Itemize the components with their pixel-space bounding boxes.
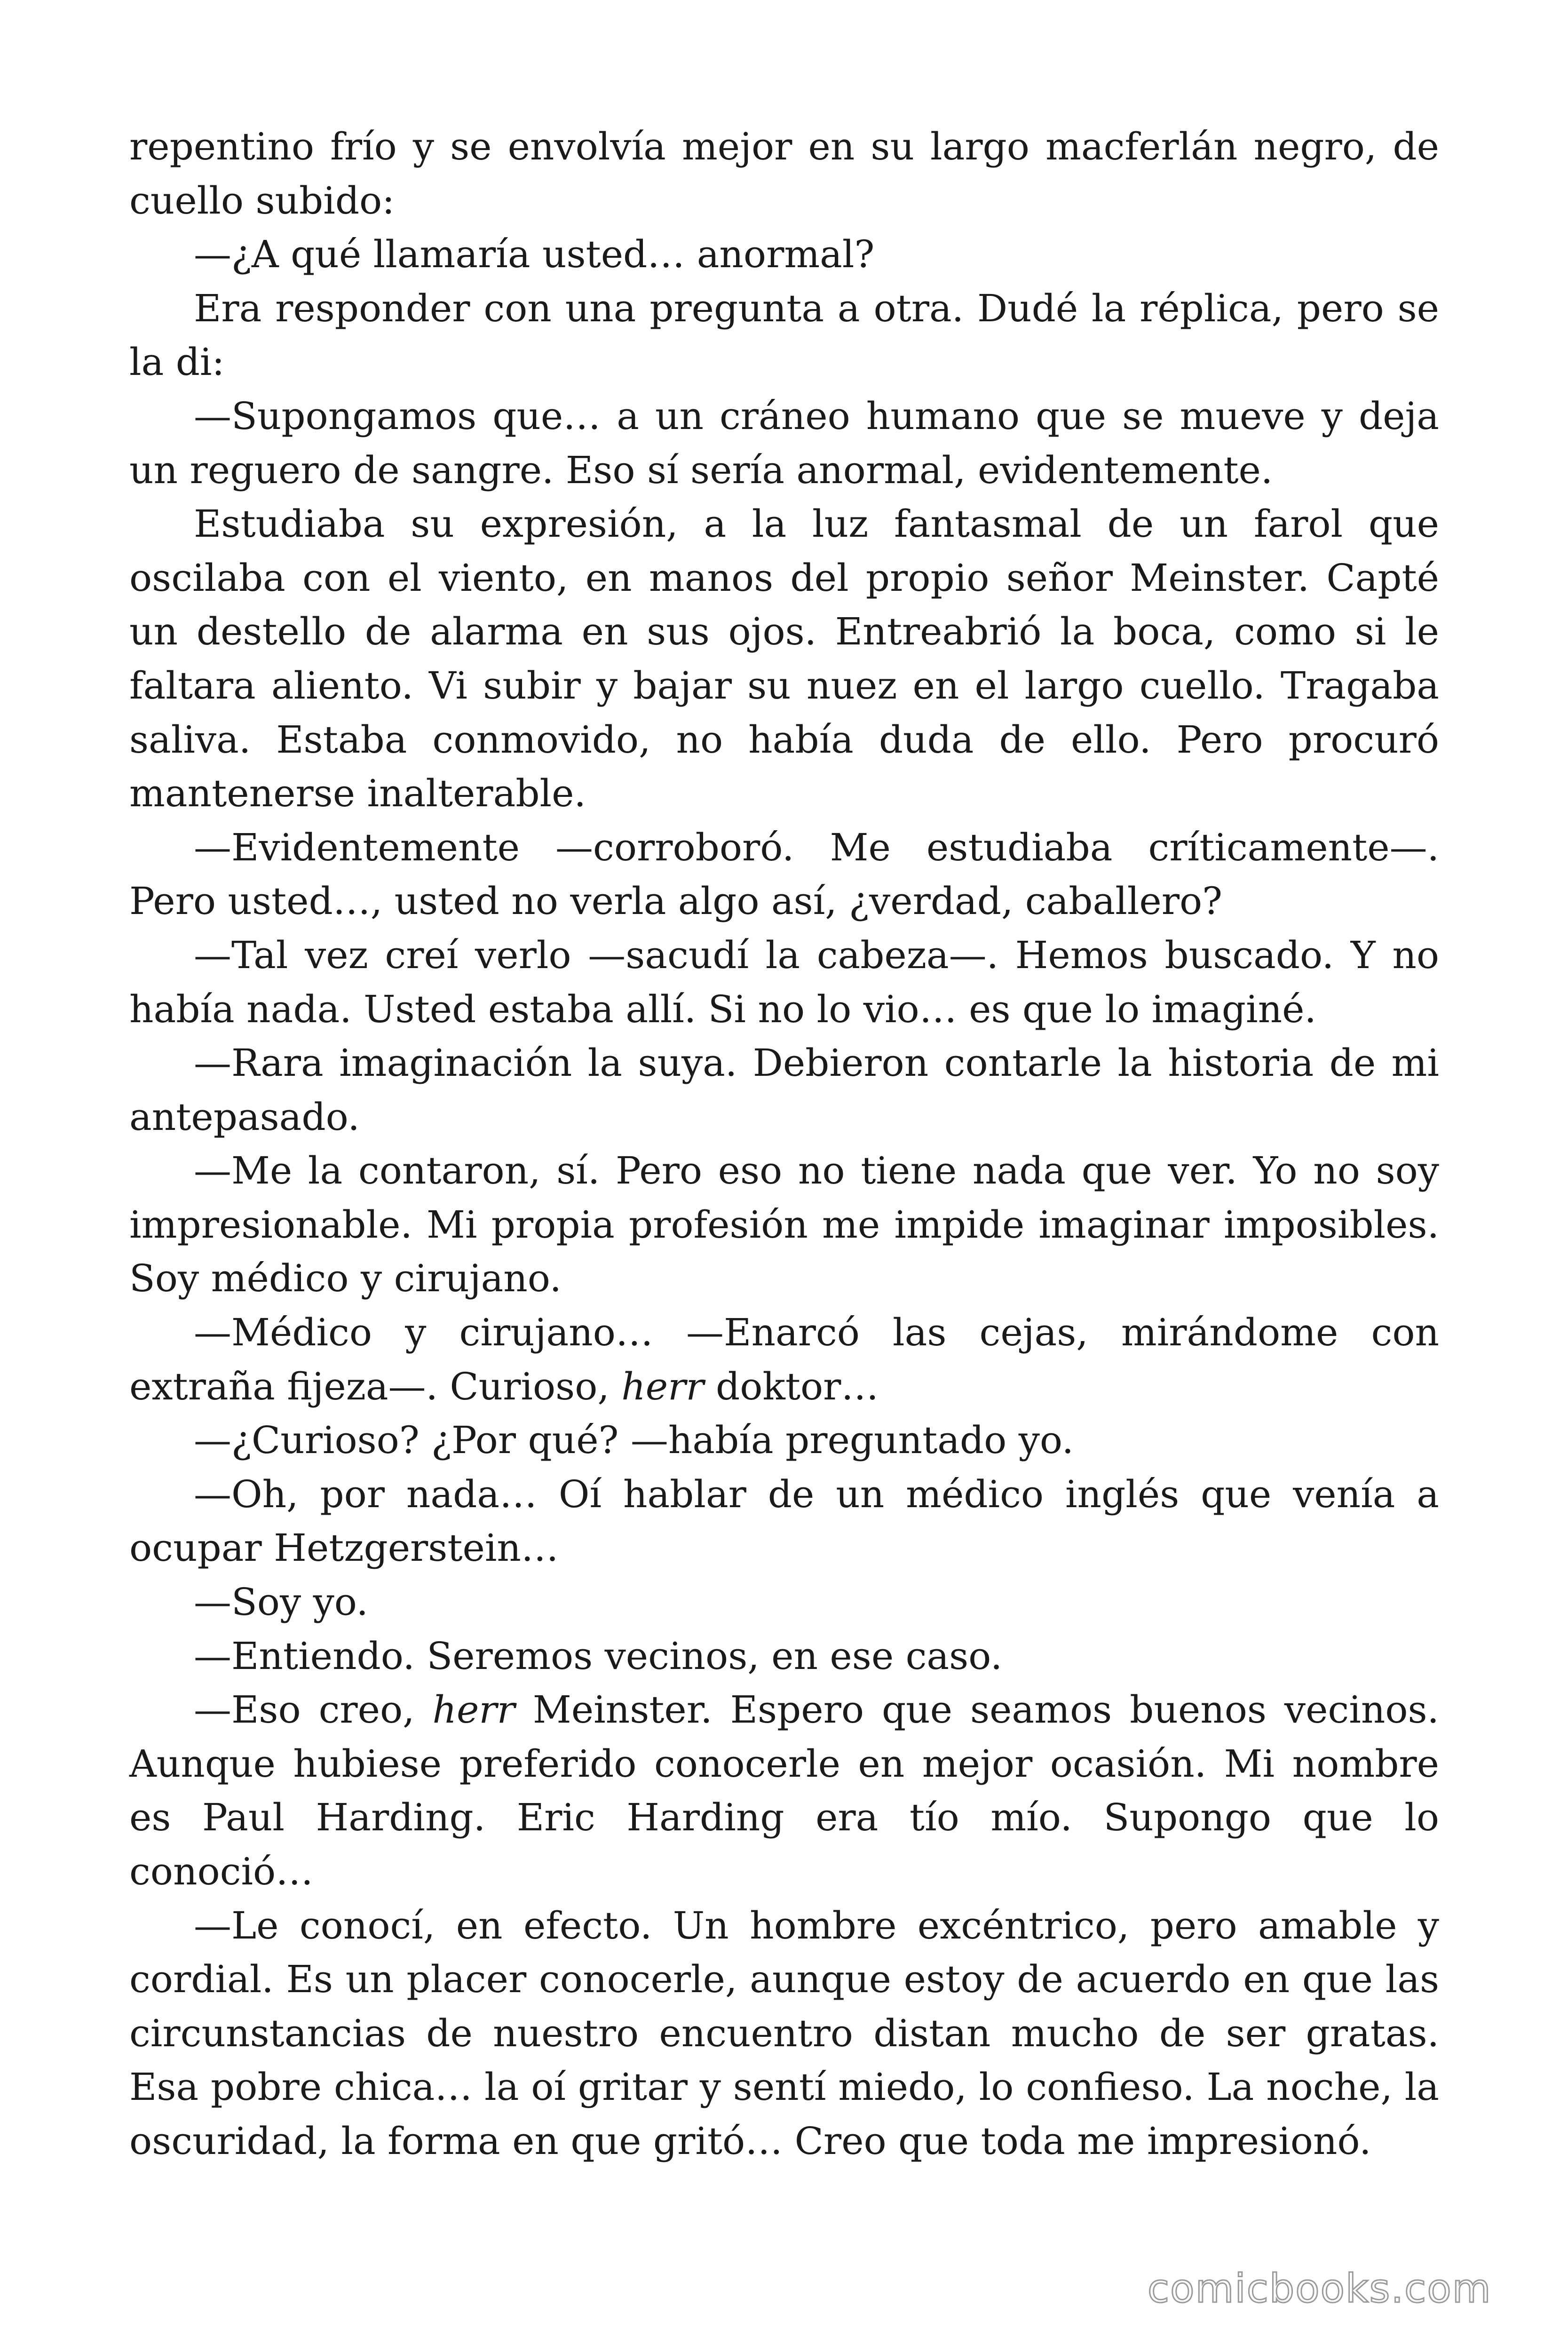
paragraph-text: —Médico y cirujano… —Enarcó las cejas, mirándome con extraña fijeza—. Curioso, (129, 1311, 1439, 1408)
paragraph (129, 1683, 1439, 1899)
italic-word: herr (621, 1364, 704, 1408)
paragraph: —Entiendo. Seremos vecinos, en ese caso. (194, 1634, 1003, 1678)
paragraph: —Rara imaginación la suya. Debieron contarle la historia de mi antepasado. (129, 1041, 1439, 1139)
paragraph-text: Meinster. Espero que seamos buenos vecinos. Aunque hubiese preferido conocerle en mejor ocasión. Mi nombre es Paul Harding. Eric Harding era tío mío. Supongo que lo conoció… (129, 1688, 1439, 1893)
paragraph: —Soy yo. (194, 1580, 368, 1624)
paragraph: —¿Curioso? ¿Por qué? —había preguntado yo. (194, 1418, 1074, 1462)
paragraph: —Le conocí, en efecto. Un hombre excéntrico, pero amable y cordial. Es un placer conocerle, aunque estoy de acuerdo en que las circunstancias de nuestro encuentro distan mucho de ser gratas. Esa pobre chica… la oí gritar y sentí miedo, lo confieso. La noche, la oscuridad, la forma en que gritó… Creo que toda me impresionó. (129, 1903, 1439, 2163)
paragraph: —Tal vez creí verlo —sacudí la cabeza—. Hemos buscado. Y no había nada. Usted estaba allí. Si no lo vio… es que lo imaginé. (129, 933, 1439, 1031)
paragraph: —Supongamos que… a un cráneo humano que se mueve y deja un reguero de sangre. Eso sí sería anormal, evidentemente. (129, 394, 1439, 492)
paragraph-text: —Eso creo, (194, 1688, 433, 1732)
italic-word: herr (432, 1688, 515, 1732)
paragraph: —Evidentemente —corroboró. Me estudiaba críticamente—. Pero usted…, usted no verla algo así, ¿verdad, caballero? (129, 825, 1439, 923)
page-text (129, 120, 1439, 2169)
watermark: comicbooks.com (1148, 2265, 1492, 2312)
paragraph: —¿A qué llamaría usted… anormal? (194, 232, 875, 277)
paragraph: Estudiaba su expresión, a la luz fantasmal de un farol que oscilaba con el viento, en manos del propio señor Meinster. Capté un destello de alarma en sus ojos. Entreabrió la boca, como si le faltara aliento. Vi subir y bajar su nuez en el largo cuello. Tragaba saliva. Estaba conmovido, no había duda de ello. Pero procuró mantenerse inalterable. (129, 502, 1439, 816)
paragraph: repentino frío y se envolvía mejor en su largo macferlán negro, de cuello subido: (129, 125, 1439, 222)
paragraph (129, 1306, 1439, 1414)
paragraph: —Oh, por nada… Oí hablar de un médico inglés que venía a ocupar Hetzgerstein… (129, 1472, 1439, 1570)
paragraph: Era responder con una pregunta a otra. Dudé la réplica, pero se la di: (129, 286, 1439, 384)
paragraph-text: doktor… (704, 1364, 879, 1408)
paragraph: —Me la contaron, sí. Pero eso no tiene nada que ver. Yo no soy impresionable. Mi propia profesión me impide imaginar imposibles. Soy médico y cirujano. (129, 1149, 1439, 1301)
